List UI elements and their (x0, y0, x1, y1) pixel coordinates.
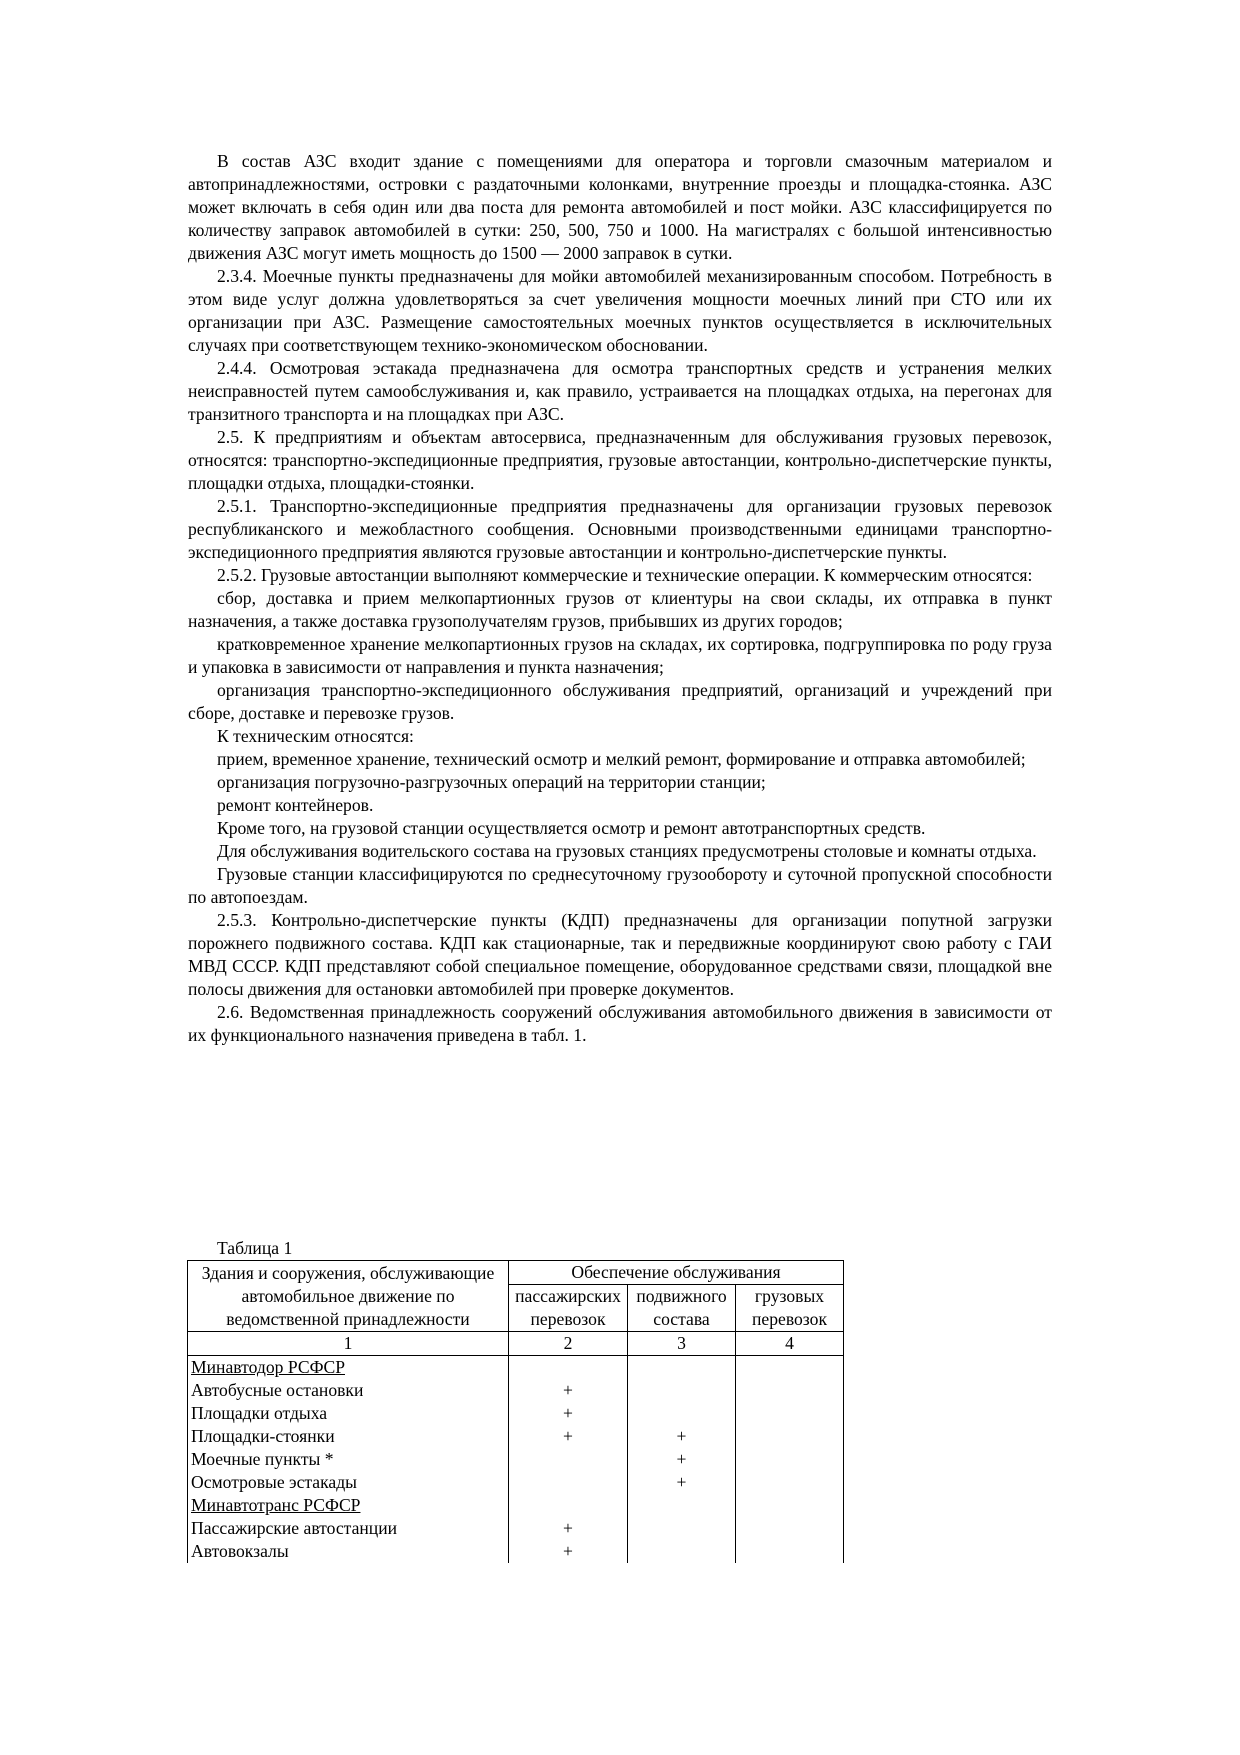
table-row (188, 1425, 844, 1448)
table-row (188, 1494, 844, 1517)
service-mark: + (563, 1403, 573, 1423)
paragraph: 2.5.3. Контрольно-диспетчерские пункты (КДП) предназначены для организации попутной загрузки порожнего подвижного состава. КДП как стационарные, так и передвижные координируют свою работу с ГАИ МВД СССР. КДП представляют собой специальное помещение, оборудованное средствами связи, площадкой вне полосы движения для остановки автомобилей при проверке документов. (188, 910, 1052, 999)
table-1 (187, 1260, 844, 1563)
table-row (188, 1471, 844, 1494)
paragraph: Для обслуживания водительского состава на грузовых станциях предусмотрены столовые и комнаты отдыха. (217, 841, 1037, 861)
service-mark: + (563, 1518, 573, 1538)
service-mark: + (676, 1449, 687, 1469)
paragraph: сбор, доставка и прием мелкопартионных грузов от клиентуры на свои склады, их отправка в пункт назначения, а также доставка грузополучателям грузов, прибывших из других городов; (188, 588, 1052, 631)
col-number: 3 (628, 1332, 736, 1356)
sub-header: пассажирских перевозок (509, 1285, 628, 1332)
paragraph: В состав АЗС входит здание с помещениями для оператора и торговли смазочным материалом и автопринадлежностями, островки с раздаточными колонками, внутренние проезды и площадка-стоянка. АЗС может включать в себя один или два поста для ремонта автомобилей и пост мойки. АЗС классифицируется по количеству заправок автомобилей в сутки: 250, 500, 750 и 1000. На магистралях с большой интенсивностью движения АЗС могут иметь мощность до 1500 — 2000 заправок в сутки. (188, 151, 1052, 263)
paragraph: К техническим относятся: (217, 726, 414, 746)
service-mark: + (676, 1426, 687, 1446)
facility-name: Автовокзалы (191, 1541, 289, 1561)
paragraph: 2.6. Ведомственная принадлежность сооружений обслуживания автомобильного движения в зависимости от их функционального назначения приведена в табл. 1. (188, 1002, 1052, 1045)
paragraph: организация погрузочно-разгрузочных операций на территории станции; (217, 772, 766, 792)
facility-name: Автобусные остановки (191, 1380, 364, 1400)
table-row (188, 1448, 844, 1471)
paragraph: ремонт контейнеров. (217, 795, 374, 815)
paragraph: 2.4.4. Осмотровая эстакада предназначена для осмотра транспортных средств и устранения мелких неисправностей путем самообслуживания и, как правило, устраивается на площадках отдыха, на перегонах для транзитного транспорта и на площадках при АЗС. (188, 358, 1052, 424)
table-row (188, 1402, 844, 1425)
facility-name: Осмотровые эстакады (191, 1472, 357, 1492)
table-row (188, 1356, 844, 1380)
facility-name: Площадки-стоянки (191, 1426, 335, 1446)
service-mark: + (676, 1472, 687, 1492)
col-number: 1 (188, 1332, 509, 1356)
paragraph: 2.5. К предприятиям и объектам автосервиса, предназначенным для обслуживания грузовых перевозок, относятся: транспортно-экспедиционные предприятия, грузовые автостанции, контрольно-диспетчерские пункты, площадки отдыха, площадки-стоянки. (188, 427, 1052, 493)
service-mark: + (563, 1426, 573, 1446)
ministry-name: Минавтотранс РСФСР (191, 1495, 361, 1515)
paragraph: Грузовые станции классифицируются по среднесуточному грузообороту и суточной пропускной способности по автопоездам. (188, 864, 1052, 907)
table-row (188, 1517, 844, 1540)
service-mark: + (563, 1380, 573, 1400)
body-text (188, 150, 1052, 1047)
facility-name: Площадки отдыха (191, 1403, 328, 1423)
facility-name: Пассажирские автостанции (191, 1518, 398, 1538)
paragraph: прием, временное хранение, технический осмотр и мелкий ремонт, формирование и отправка автомобилей; (217, 749, 1026, 769)
sub-header: подвижного состава (628, 1285, 736, 1332)
service-mark: + (563, 1541, 573, 1561)
facility-name: Моечные пункты * (191, 1449, 334, 1469)
paragraph: 2.3.4. Моечные пункты предназначены для мойки автомобилей механизированным способом. Потребность в этом виде услуг должна удовлетворяться за счет увеличения мощности моечных линий при СТО или их организации при АЗС. Размещение самостоятельных моечных пунктов осуществляется в исключительных случаях при соответствующем технико-экономическом обосновании. (188, 266, 1052, 355)
table-row (188, 1379, 844, 1402)
table-row (188, 1540, 844, 1563)
col1-header: Здания и сооружения, обслуживающие автомобильное движение по ведомственной принадлежности (188, 1261, 509, 1332)
paragraph: организация транспортно-экспедиционного обслуживания предприятий, организаций и учреждений при сборе, доставке и перевозке грузов. (188, 680, 1052, 723)
col-number: 4 (736, 1332, 844, 1356)
paragraph: Кроме того, на грузовой станции осуществляется осмотр и ремонт автотранспортных средств. (217, 818, 926, 838)
paragraph: кратковременное хранение мелкопартионных грузов на складах, их сортировка, подгруппировка по роду груза и упаковка в зависимости от направления и пункта назначения; (188, 634, 1052, 677)
ministry-name: Минавтодор РСФСР (191, 1357, 345, 1377)
paragraph: 2.5.2. Грузовые автостанции выполняют коммерческие и технические операции. К коммерческим относятся: (217, 565, 1033, 585)
group-header: Обеспечение обслуживания (509, 1261, 844, 1285)
table-caption: Таблица 1 (217, 1238, 293, 1258)
sub-header: грузовых перевозок (736, 1285, 844, 1332)
col-number: 2 (509, 1332, 628, 1356)
paragraph: 2.5.1. Транспортно-экспедиционные предприятия предназначены для организации грузовых перевозок республиканского и межобластного сообщения. Основными производственными единицами транспортно-экспедиционного предприятия являются грузовые автостанции и контрольно-диспетчерские пункты. (188, 496, 1052, 562)
